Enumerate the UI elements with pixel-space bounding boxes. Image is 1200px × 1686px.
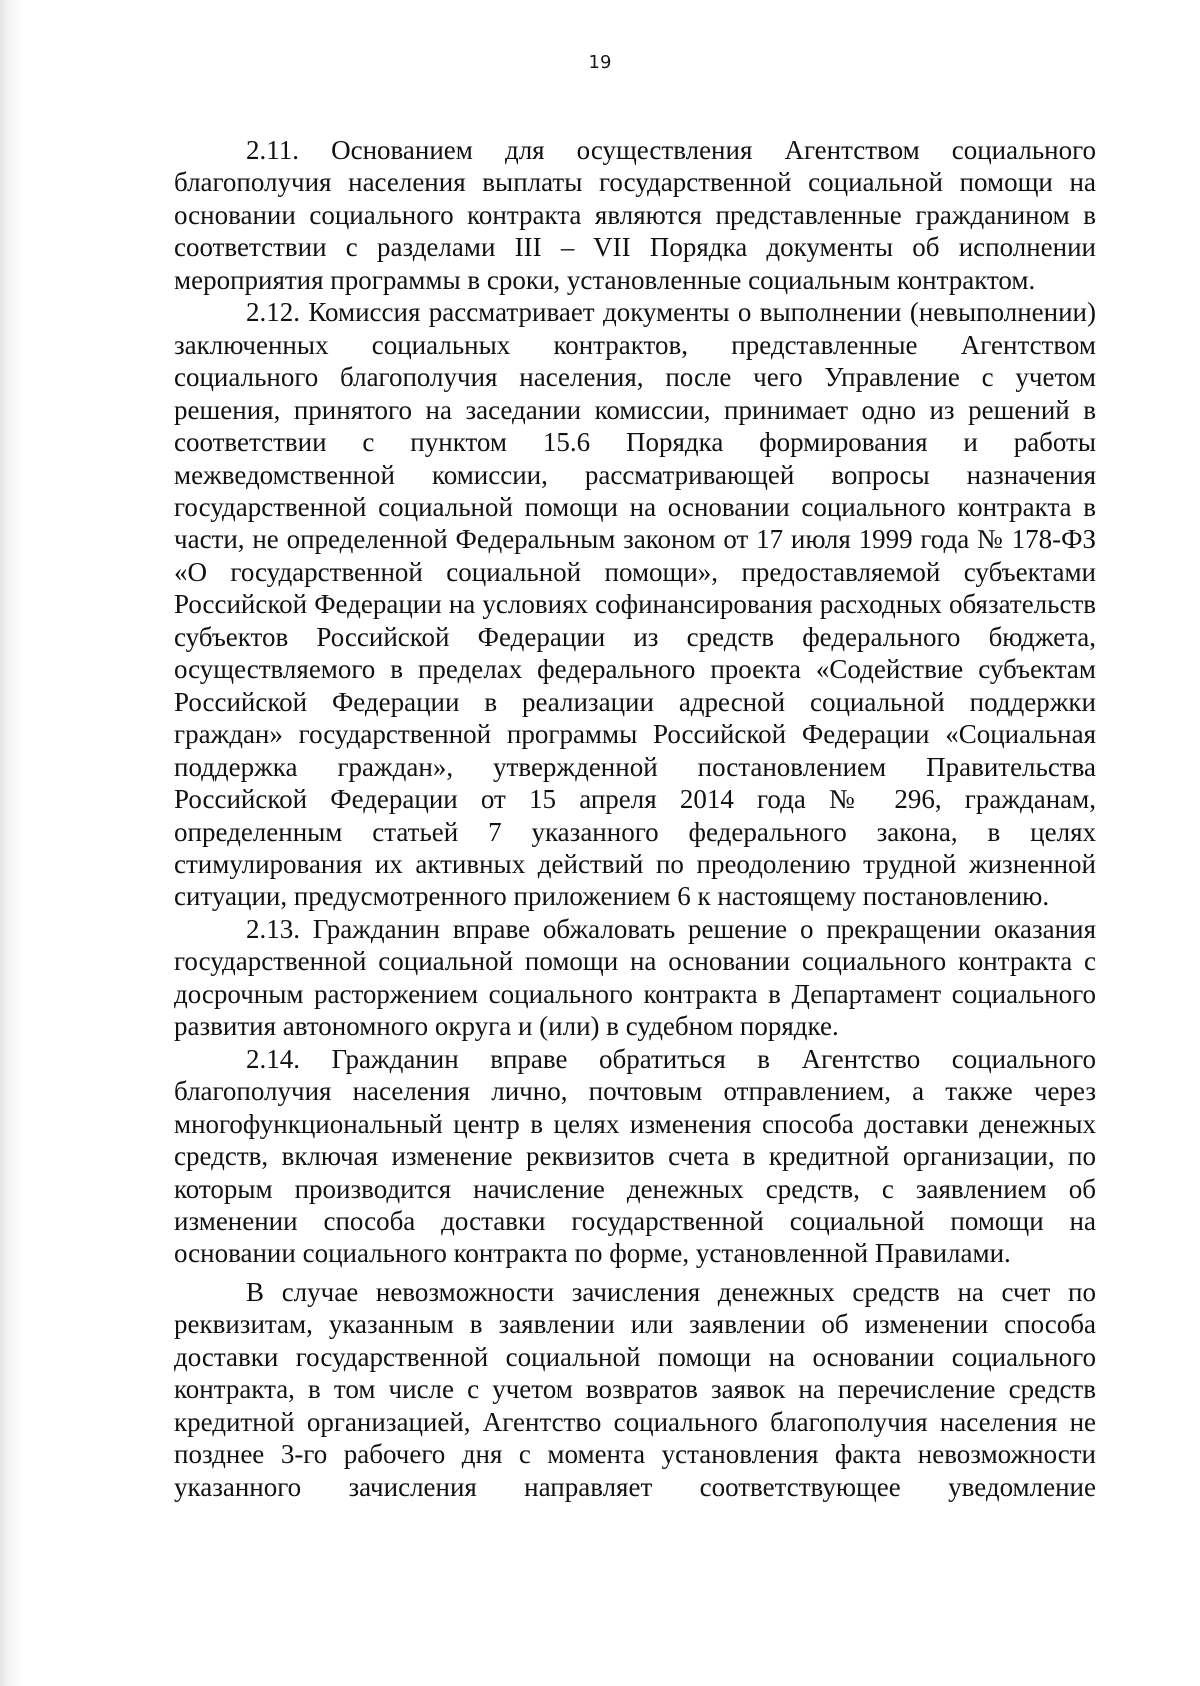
paragraph-2-12: 2.12. Комиссия рассматривает документы о выполнении (невыполнении) заключенных социальных контрактов, представленные Агентством социального благополучия населения, после чего Управление с учетом решения, принятого на заседании комиссии, принимает одно из решений в соответствии с пунктом 15.6 Порядка формирования и работы межведомственной комиссии, рассматривающей вопросы назначения государственной социальной помощи на основании социального контракта в части, не определенной Федеральным законом от 17 июля 1999 года № 178-ФЗ «О государственной социальной помощи», предоставляемой субъектами Российской Федерации на условиях софинансирования расходных обязательств субъектов Российской Федерации из средств федерального бюджета, осуществляемого в пределах федерального проекта «Содействие субъектам Российской Федерации в реализации адресной социальной поддержки граждан» государственной программы Российской Федерации «Социальная поддержка граждан», утвержденной постановлением Правительства Российской Федерации от 15 апреля 2014 года № 296, гражданам, определенным статьей 7 указанного федерального закона, в целях стимулирования их активных действий по преодолению трудной жизненной ситуации, предусмотренного приложением 6 к настоящему постановлению. xyxy=(174,297,1096,912)
page-number: 19 xyxy=(588,52,612,73)
paragraph-2-13: 2.13. Гражданин вправе обжаловать решение о прекращении оказания государственной социальной помощи на основании социального контракта с досрочным расторжением социального контракта в Департамент социального развития автономного округа и (или) в судебном порядке. xyxy=(174,913,1096,1042)
paragraph-2-11: 2.11. Основанием для осуществления Агентством социального благополучия населения выплаты государственной социальной помощи на основании социального контракта являются представленные гражданином в соответствии с разделами III – VII Порядка документы об исполнении мероприятия программы в сроки, установленные социальным контрактом. xyxy=(174,135,1096,295)
document-body xyxy=(174,134,1096,1503)
scan-edge xyxy=(0,0,22,1686)
paragraph-2-14-continuation: В случае невозможности зачисления денежных средств на счет по реквизитам, указанным в заявлении или заявлении об изменении способа доставки государственной социальной помощи на основании социального контракта, в том числе с учетом возвратов заявок на перечисление средств кредитной организацией, Агентство социального благополучия населения не позднее 3-го рабочего дня с момента установления факта невозможности указанного зачисления направляет соответствующее уведомление xyxy=(174,1276,1096,1502)
paragraph-2-14: 2.14. Гражданин вправе обратиться в Агентство социального благополучия населения лично, почтовым отправлением, а также через многофункциональный центр в целях изменения способа доставки денежных средств, включая изменение реквизитов счета в кредитной организации, по которым производится начисление денежных средств, с заявлением об изменении способа доставки государственной социальной помощи на основании социального контракта по форме, установленной Правилами. xyxy=(174,1043,1096,1269)
